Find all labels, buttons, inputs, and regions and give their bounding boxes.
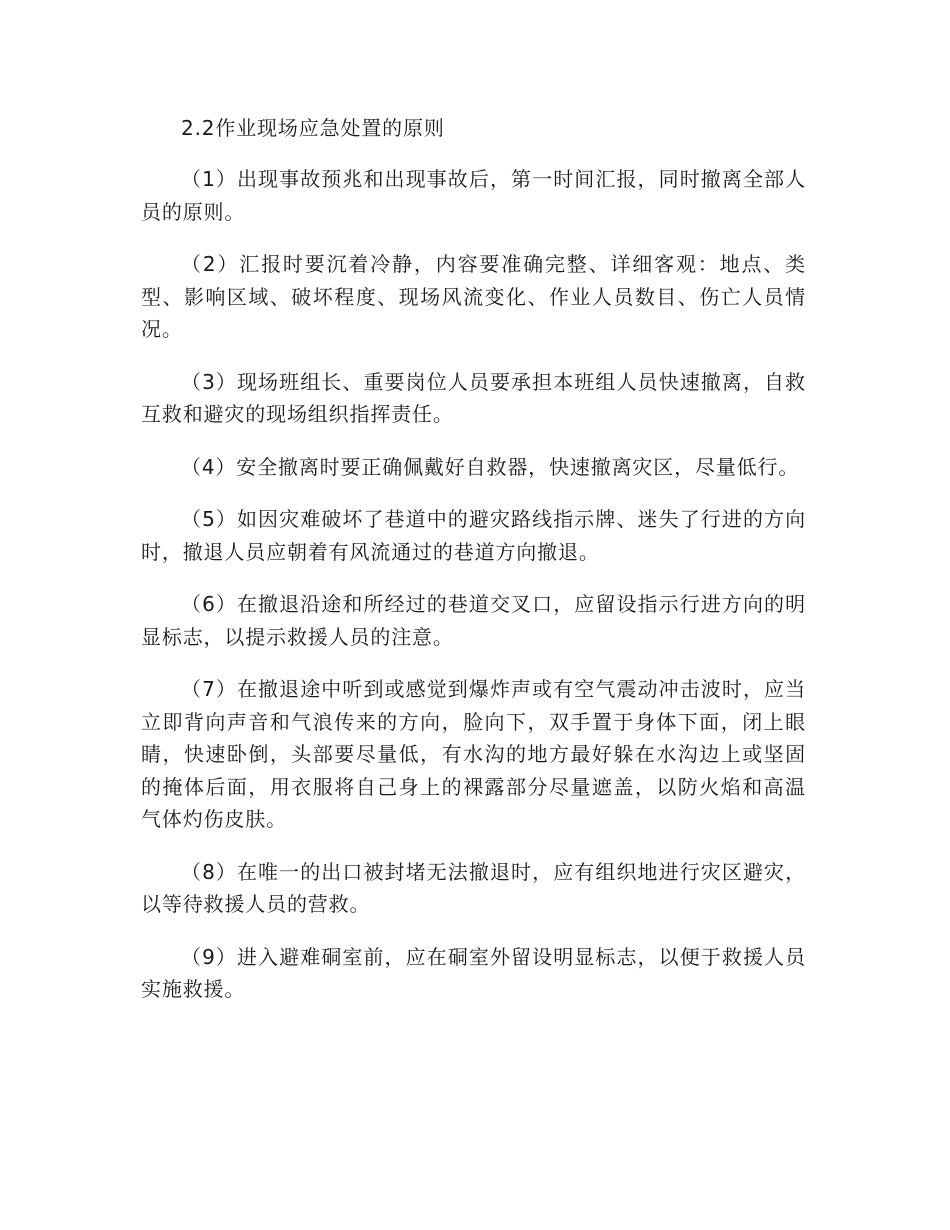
paragraph-1: （1）出现事故预兆和出现事故后，第一时间汇报，同时撤离全部人员的原则。 [141, 167, 806, 224]
paragraph-2: （2）汇报时要沉着冷静，内容要准确完整、详细客观：地点、类型、影响区域、破坏程度、现场风流变化、作业人员数目、伤亡人员情况。 [141, 252, 806, 341]
paragraph-5: （5）如因灾难破坏了巷道中的避灾路线指示牌、迷失了行进的方向时，撤退人员应朝着有风流通过的巷道方向撤退。 [141, 507, 806, 564]
section-heading: 2.2作业现场应急处置的原则 [181, 116, 445, 140]
document-body [141, 112, 806, 1026]
paragraph-6: （6）在撤退沿途和所经过的巷道交叉口，应留设指示行进方向的明显标志，以提示救援人员的注意。 [141, 592, 806, 649]
paragraph-9: （9）进入避难硐室前，应在硐室外留设明显标志，以便于救援人员实施救援。 [141, 944, 806, 1001]
paragraph-3: （3）现场班组长、重要岗位人员要承担本班组人员快速撤离，自救互救和避灾的现场组织指挥责任。 [141, 369, 806, 426]
paragraph-7: （7）在撤退途中听到或感觉到爆炸声或有空气震动冲击波时，应当立即背向声音和气浪传来的方向，脸向下，双手置于身体下面，闭上眼睛，快速卧倒，头部要尽量低，有水沟的地方最好躲在水沟边上或坚固的掩体后面，用衣服将自己身上的裸露部分尽量遮盖，以防火焰和高温气体灼伤皮肤。 [141, 677, 806, 831]
paragraph-8: （8）在唯一的出口被封堵无法撤退时，应有组织地进行灾区避灾，以等待救援人员的营救。 [141, 859, 806, 916]
paragraph-4: （4）安全撤离时要正确佩戴好自救器，快速撤离灾区，尽量低行。 [181, 454, 800, 479]
